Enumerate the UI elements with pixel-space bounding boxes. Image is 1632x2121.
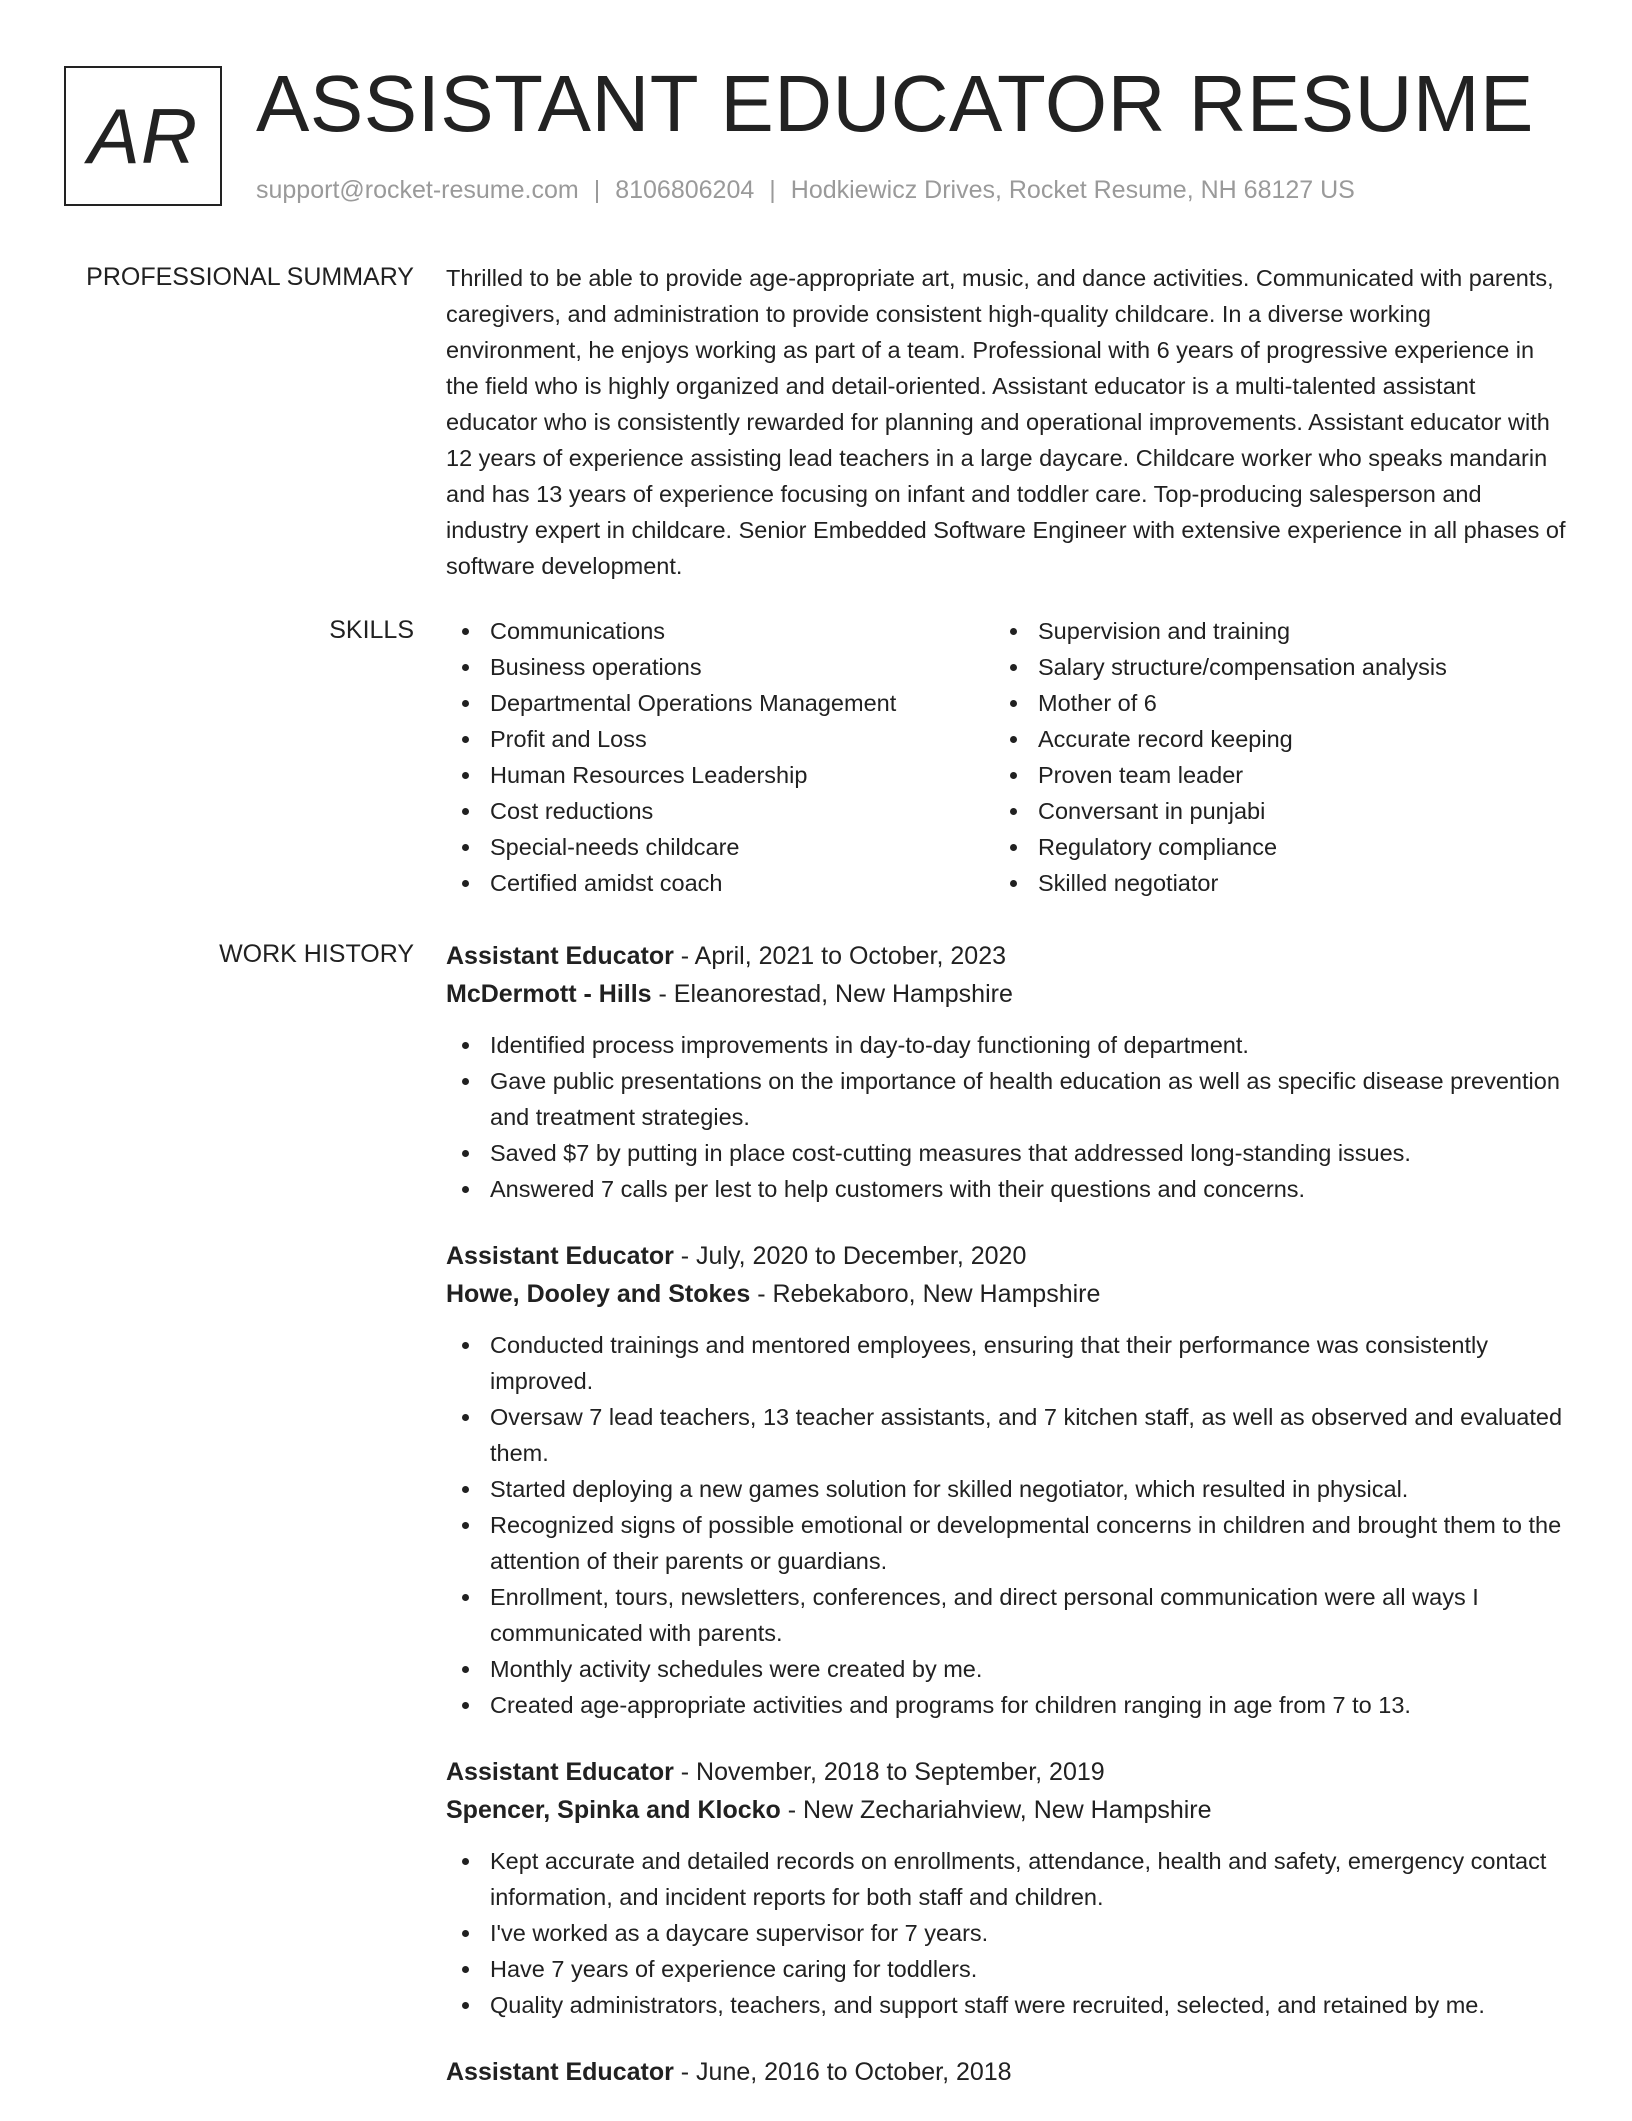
skill-item: Regulatory compliance — [994, 829, 1542, 865]
job-bullet: Conducted trainings and mentored employees, ensuring that their performance was consistently improved. — [446, 1327, 1566, 1399]
job-title: Assistant Educator — [446, 2058, 674, 2086]
job-company-line — [446, 975, 1566, 1013]
job-bullet: Quality administrators, teachers, and support staff were recruited, selected, and retained by me. — [446, 1987, 1566, 2023]
job-bullet: Identified process improvements in day-to-day functioning of department. — [446, 1027, 1566, 1063]
skill-item: Proven team leader — [994, 757, 1542, 793]
job-company: Spencer, Spinka and Klocko — [446, 1796, 781, 1824]
skill-item: Conversant in punjabi — [994, 793, 1542, 829]
skill-item: Profit and Loss — [446, 721, 994, 757]
job-dates: - November, 2018 to September, 2019 — [673, 1758, 1105, 1786]
job-title: Assistant Educator — [446, 1758, 674, 1786]
job-entry — [446, 2053, 1566, 2091]
summary-label: PROFESSIONAL SUMMARY — [86, 263, 414, 291]
initials-monogram: AR — [64, 66, 222, 206]
skill-item: Human Resources Leadership — [446, 757, 994, 793]
skill-item: Skilled negotiator — [994, 865, 1542, 901]
skill-item: Communications — [446, 613, 994, 649]
contact-separator: | — [593, 176, 601, 204]
job-bullet: Saved $7 by putting in place cost-cutting measures that addressed long-standing issues. — [446, 1135, 1566, 1171]
skill-item: Certified amidst coach — [446, 865, 994, 901]
job-title-line — [446, 937, 1566, 975]
skill-item: Departmental Operations Management — [446, 685, 994, 721]
job-title-line — [446, 2053, 1566, 2091]
job-bullet: Have 7 years of experience caring for toddlers. — [446, 1951, 1566, 1987]
work-history-list — [446, 937, 1566, 2121]
skill-item: Mother of 6 — [994, 685, 1542, 721]
work-history-label: WORK HISTORY — [219, 940, 414, 968]
contact-phone[interactable]: 8106806204 — [615, 176, 755, 204]
job-dates: - June, 2016 to October, 2018 — [673, 2058, 1012, 2086]
skill-item: Cost reductions — [446, 793, 994, 829]
job-bullet: Started deploying a new games solution for skilled negotiator, which resulted in physical. — [446, 1471, 1566, 1507]
job-bullet: I've worked as a daycare supervisor for 7 years. — [446, 1915, 1566, 1951]
job-bullet: Oversaw 7 lead teachers, 13 teacher assistants, and 7 kitchen staff, as well as observed and evaluated them. — [446, 1399, 1566, 1471]
job-location: - New Zechariahview, New Hampshire — [780, 1796, 1212, 1824]
job-bullets — [446, 1027, 1566, 1207]
skill-item: Accurate record keeping — [994, 721, 1542, 757]
job-title: Assistant Educator — [446, 1242, 674, 1270]
job-bullet: Recognized signs of possible emotional or developmental concerns in children and brought them to the attention of their parents or guardians. — [446, 1507, 1566, 1579]
job-bullet: Enrollment, tours, newsletters, conferences, and direct personal communication were all ways I communicated with parents. — [446, 1579, 1566, 1651]
job-bullets — [446, 1327, 1566, 1723]
skill-item: Supervision and training — [994, 613, 1542, 649]
skills-list-left — [446, 613, 994, 901]
job-title: Assistant Educator — [446, 942, 674, 970]
contact-line — [256, 174, 1355, 206]
job-location: - Rebekaboro, New Hampshire — [750, 1280, 1101, 1308]
job-bullet: Created age-appropriate activities and programs for children ranging in age from 7 to 13. — [446, 1687, 1566, 1723]
skill-item: Salary structure/compensation analysis — [994, 649, 1542, 685]
job-bullet: Kept accurate and detailed records on enrollments, attendance, health and safety, emergency contact information, and incident reports for both staff and children. — [446, 1843, 1566, 1915]
contact-address: Hodkiewicz Drives, Rocket Resume, NH 68127 US — [790, 176, 1355, 204]
resume-title: ASSISTANT EDUCATOR RESUME — [256, 59, 1534, 148]
job-company: Howe, Dooley and Stokes — [446, 1280, 751, 1308]
skills-list-right — [994, 613, 1542, 901]
job-title-line — [446, 1753, 1566, 1791]
contact-email[interactable]: support@rocket-resume.com — [256, 176, 579, 204]
skills-column-left — [446, 613, 994, 901]
skill-item: Special-needs childcare — [446, 829, 994, 865]
job-dates: - April, 2021 to October, 2023 — [673, 942, 1006, 970]
job-company-line — [446, 1791, 1566, 1829]
job-location: - Eleanorestad, New Hampshire — [651, 980, 1013, 1008]
job-entry — [446, 937, 1566, 1207]
job-entry — [446, 1237, 1566, 1723]
job-bullet: Gave public presentations on the importance of health education as well as specific disease prevention and treatment strategies. — [446, 1063, 1566, 1135]
job-company-line — [446, 1275, 1566, 1313]
skills-columns — [446, 613, 1566, 901]
job-entry — [446, 1753, 1566, 2023]
summary-text: Thrilled to be able to provide age-appropriate art, music, and dance activities. Communicated with parents, caregivers, and administration to provide consistent high-quality childcare. In a diverse working environment, he enjoys working as part of a team. Professional with 6 years of progressive experience in the field who is highly organized and detail-oriented. Assistant educator is a multi-talented assistant educator who is consistently rewarded for planning and operational improvements. Assistant educator with 12 years of experience assisting lead teachers in a large daycare. Childcare worker who speaks mandarin and has 13 years of experience focusing on infant and toddler care. Top-producing salesperson and industry expert in childcare. Senior Embedded Software Engineer with extensive experience in all phases of software development. — [446, 265, 1566, 579]
skills-label: SKILLS — [329, 616, 414, 644]
skills-column-right — [994, 613, 1542, 901]
job-bullets — [446, 1843, 1566, 2023]
job-bullet: Monthly activity schedules were created by me. — [446, 1651, 1566, 1687]
job-bullet: Answered 7 calls per lest to help customers with their questions and concerns. — [446, 1171, 1566, 1207]
contact-separator: | — [769, 176, 776, 204]
job-company: McDermott - Hills — [446, 980, 652, 1008]
job-dates: - July, 2020 to December, 2020 — [673, 1242, 1027, 1270]
job-title-line — [446, 1237, 1566, 1275]
skill-item: Business operations — [446, 649, 994, 685]
